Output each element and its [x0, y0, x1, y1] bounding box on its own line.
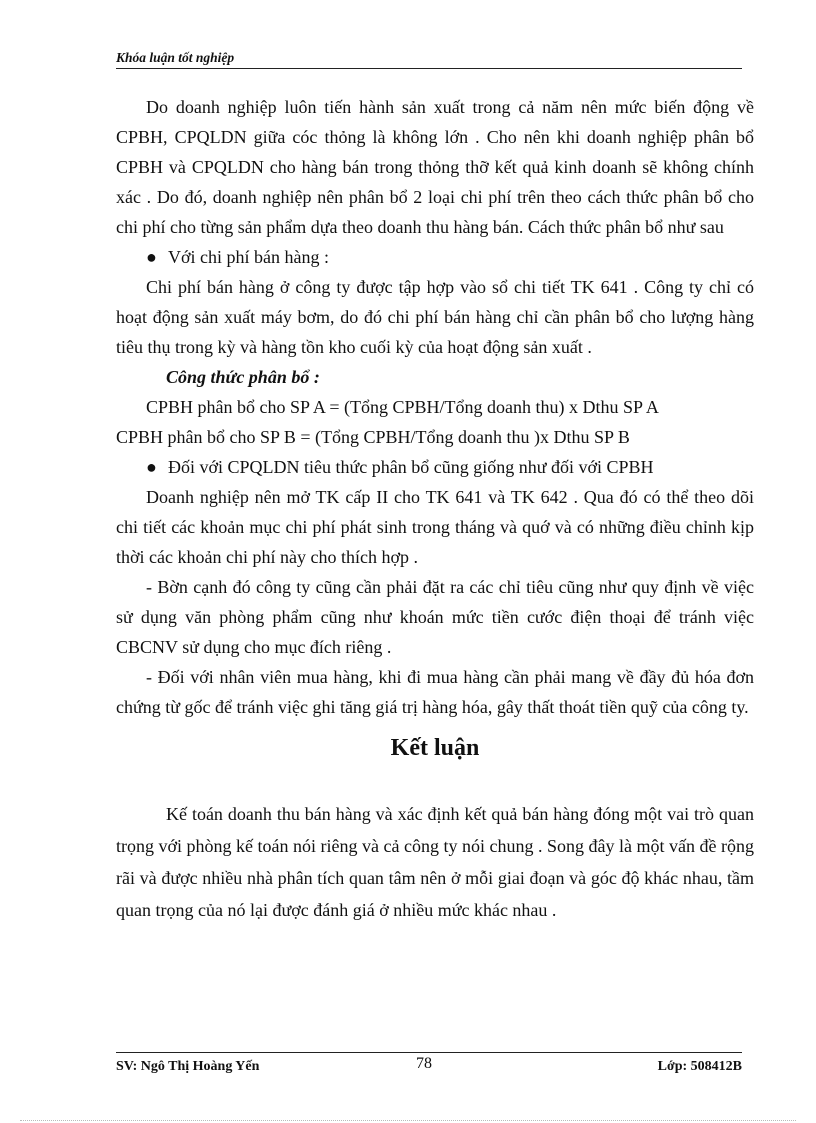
paragraph-selling-costs: Chi phí bán hàng ở công ty được tập hợp vào sổ chi tiết TK 641 . Công ty chỉ có hoạt động sản xuất máy bơm, do đó chi phí bán hàng chỉ cần phân bổ cho lượng hàng tiêu thụ trong kỳ và hàng tồn kho cuối kỳ của hoạt động sản xuất . — [116, 277, 754, 357]
bullet-selling-costs — [116, 242, 754, 272]
footer-student: SV: Ngô Thị Hoàng Yến — [116, 1059, 260, 1074]
paragraph-accounts: Doanh nghiệp nên mở TK cấp II cho TK 641 và TK 642 . Qua đó có thể theo dõi chi tiết các khoản mục chi phí phát sinh trong tháng và quớ và có những điều chỉnh kịp thời các khoản chi phí này cho thích hợp . — [116, 487, 754, 567]
header-title: Khóa luận tốt nghiệp — [116, 50, 235, 65]
conclusion-paragraph: Kế toán doanh thu bán hàng và xác định kết quả bán hàng đóng một vai trò quan trọng với phòng kế toán nói riêng và cả công ty nói chung . Song đây là một vấn đề rộng rãi và được nhiều nhà phân tích quan tâm nên ở mỗi giai đoạn và góc độ khác nhau, tầm quan trọng của nó lại được đánh giá ở nhiều mức khác nhau . — [116, 804, 754, 920]
page-footer — [116, 1052, 742, 1079]
page-content — [116, 92, 754, 926]
paragraph-office-supplies: - Bờn cạnh đó công ty cũng cần phải đặt ra các chỉ tiêu cũng như quy định về việc sử dụng văn phòng phẩm cũng như khoán mức tiền cước điện thoại để tránh việc CBCNV sử dụng cho mục đích riêng . — [116, 577, 754, 657]
formula-sp-a: CPBH phân bổ cho SP A = (Tổng CPBH/Tổng doanh thu) x Dthu SP A — [146, 397, 659, 417]
conclusion-heading: Kết luận — [390, 735, 480, 761]
formula-sp-b: CPBH phân bổ cho SP B = (Tổng CPBH/Tổng doanh thu )x Dthu SP B — [116, 427, 630, 447]
conclusion-section — [116, 798, 754, 926]
page-edge-divider — [20, 1120, 796, 1121]
bullet-text: Với chi phí bán hàng : — [168, 247, 329, 267]
bullet-dot-icon: ● — [146, 457, 157, 477]
formula-title: Công thức phân bổ : — [166, 367, 320, 387]
page-number: 78 — [416, 1055, 432, 1072]
paragraph-purchasing: - Đối với nhân viên mua hàng, khi đi mua hàng cần phải mang về đầy đủ hóa đơn chứng từ gốc để tránh việc ghi tăng giá trị hàng hóa, gây thất thoát tiền quỹ của công ty. — [116, 667, 754, 717]
paragraph-intro: Do doanh nghiệp luôn tiến hành sản xuất trong cả năm nên mức biến động về CPBH, CPQLDN giữa cóc thỏng là không lớn . Cho nên khi doanh nghiệp phân bổ CPBH và CPQLDN cho hàng bán trong thỏng thỡ kết quả kinh doanh sẽ không chính xác . Do đó, doanh nghiệp nên phân bổ 2 loại chi phí trên theo cách thức phân bổ cho chi phí cho từng sản phẩm dựa theo doanh thu hàng bán. Cách thức phân bổ như sau — [116, 97, 754, 237]
page-header — [116, 50, 742, 69]
bullet-dot-icon: ● — [146, 247, 157, 267]
bullet-text: Đối với CPQLDN tiêu thức phân bổ cũng giống như đối với CPBH — [168, 457, 654, 477]
footer-class: Lớp: 508412B — [657, 1059, 742, 1074]
bullet-admin-costs — [116, 452, 754, 482]
